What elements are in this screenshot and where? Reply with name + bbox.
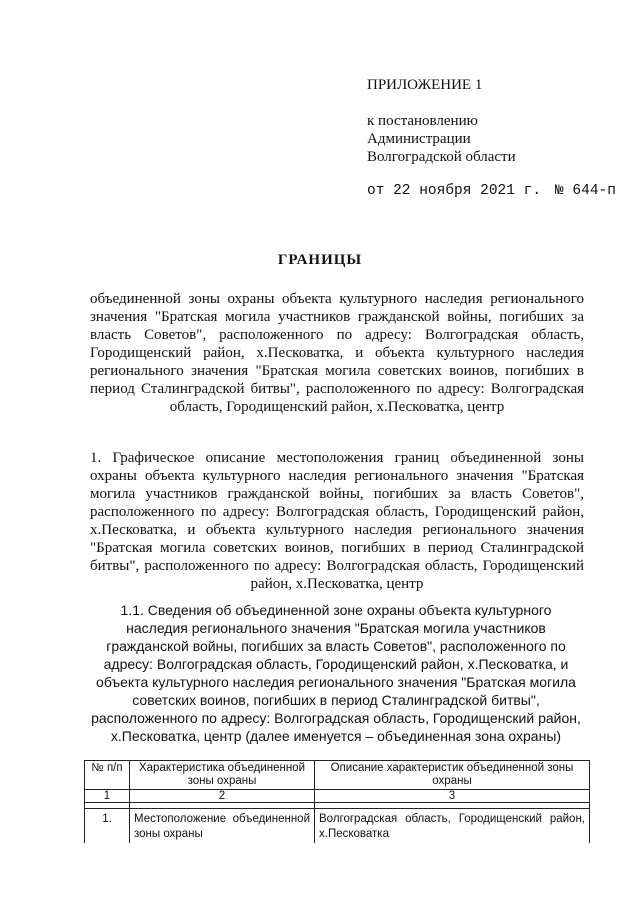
appendix-date-number <box>367 183 616 199</box>
zone-info-table <box>84 760 590 843</box>
appendix-line-2: Администрации <box>367 131 471 147</box>
column-number-1: 1 <box>85 790 130 803</box>
appendix-line-1: к постановлению <box>367 113 478 129</box>
document-heading: ГРАНИЦЫ <box>277 252 363 268</box>
appendix-title: ПРИЛОЖЕНИЕ 1 <box>367 77 483 93</box>
row-description: Волгоградская область, Городищенский район, х.Песковатка <box>315 809 590 844</box>
row-characteristic: Местоположение объединенной зоны охраны <box>130 809 315 844</box>
table-row <box>85 809 590 844</box>
column-number-2: 2 <box>130 790 315 803</box>
header-characteristic: Характеристика объединенной зоны охраны <box>130 761 315 790</box>
appendix-number: № 644-п <box>555 183 616 199</box>
section-1-paragraph: 1. Графическое описание местоположения границ объединенной зоны охраны объекта культурного наследия регионального значения "Братская могила участников гражданской войны, погибших за власть Советов", расположенного по адресу: Волгоградская область, Городищенский район, х.Песковатка, и объекта культурного наследия регионального значения "Братская могила советских воинов, погибших в период Сталинградской битвы", расположенного по адресу: Волгоградская область, Городищенский район, х.Песковатка, центр <box>90 450 584 592</box>
column-number-3: 3 <box>315 790 590 803</box>
table-header-row <box>85 761 590 790</box>
header-number: № п/п <box>85 761 130 790</box>
appendix-line-3: Волгоградской области <box>367 149 516 165</box>
intro-paragraph: объединенной зоны охраны объекта культурного наследия регионального значения "Братская могила участников гражданской войны, погибших за власть Советов", расположенного по адресу: Волгоградская область, Городищенский район, х.Песковатка, и объекта культурного наследия регионального значения "Братская могила советских воинов, погибших в период Сталинградской битвы", расположенного по адресу: Волгоградская область, Городищенский район, х.Песковатка, центр <box>90 291 584 415</box>
subsection-1-1-paragraph: 1.1. Сведения об объединенной зоне охраны объекта культурного наследия регионального значения "Братская могила участников гражданской войны, погибших за власть Советов", расположенного по адресу: Волгоградская область, Городищенский район, х.Песковатка, и объекта культурного наследия регионального значения "Братская могила советских воинов, погибших в период Сталинградской битвы", расположенного по адресу: Волгоградская область, Городищенский район, х.Песковатка, центр (далее именуется – объединенная зона охраны) <box>91 602 581 744</box>
table-column-number-row <box>85 790 590 803</box>
row-number: 1. <box>85 809 130 844</box>
header-description: Описание характеристик объединенной зоны охраны <box>315 761 590 790</box>
appendix-date: от 22 ноября 2021 г. <box>367 183 542 199</box>
